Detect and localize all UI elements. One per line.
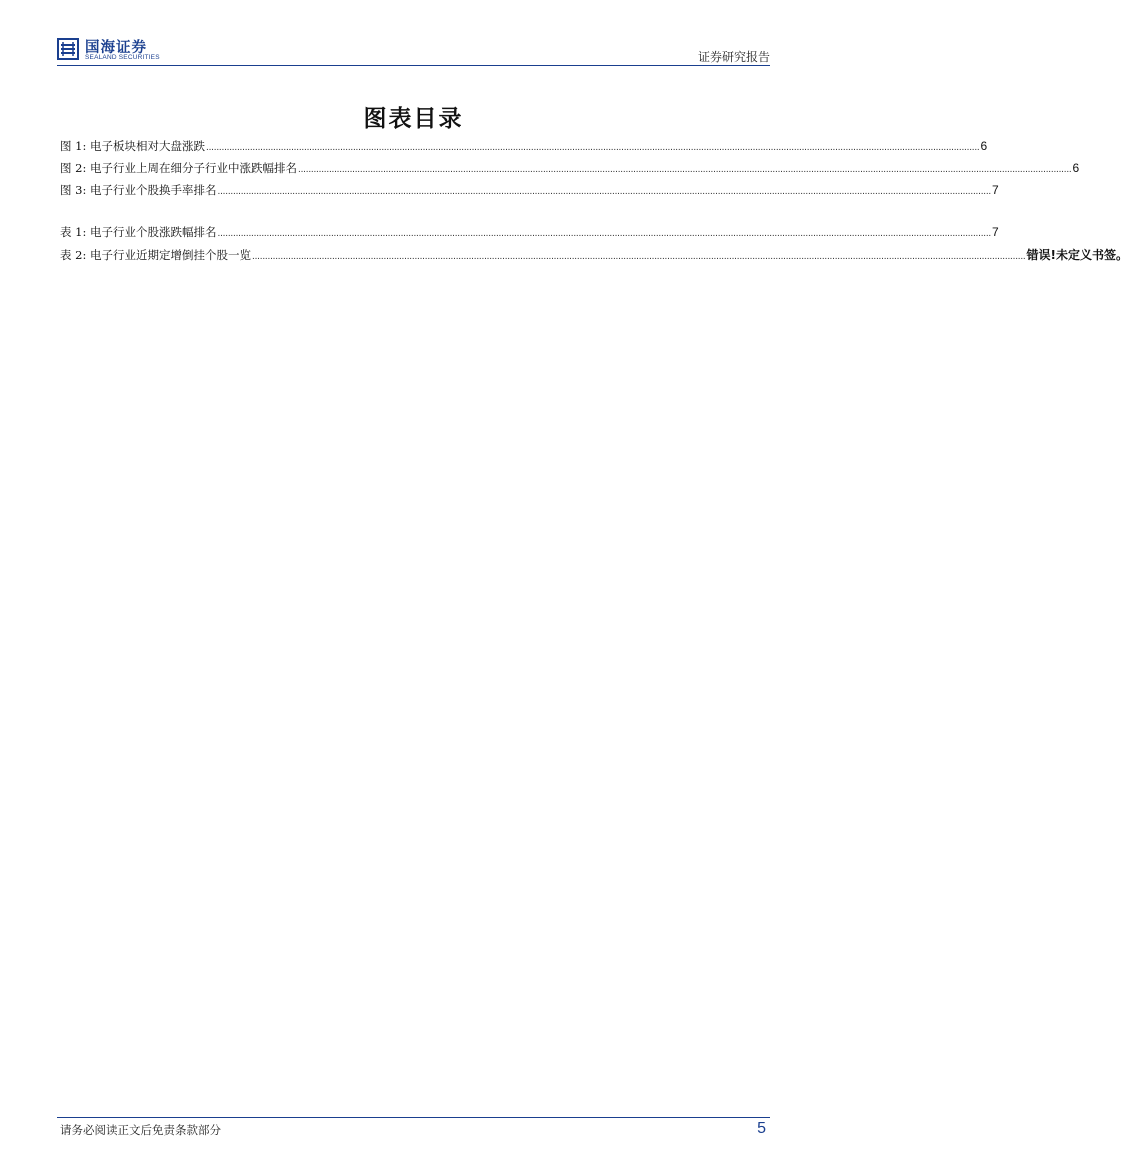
sealand-logo-icon <box>57 38 79 60</box>
toc-entry-page: 7 <box>992 225 999 239</box>
toc-entry[interactable] <box>60 138 988 154</box>
footer-disclaimer: 请务必阅读正文后免责条款部分 <box>60 1123 221 1137</box>
toc-entry-label: 表 1: 电子行业个股涨跌幅排名 <box>60 225 217 239</box>
document-type-label: 证券研究报告 <box>697 50 770 64</box>
toc-entry[interactable] <box>60 246 1128 262</box>
toc-entry-page-error: 错误!未定义书签。 <box>1026 248 1128 262</box>
footer-divider <box>57 1117 770 1118</box>
toc-leader-dots: ............................................................................................................................................................................................................................................................................................................ <box>298 164 1072 175</box>
toc-entry-page: 7 <box>992 183 999 197</box>
page-number: 5 <box>757 1120 766 1137</box>
toc-entry[interactable] <box>60 224 999 240</box>
page-title: 图表目录 <box>363 106 464 132</box>
logo-chinese-name: 国海证券 <box>85 40 147 56</box>
toc-entry-label: 图 3: 电子行业个股换手率排名 <box>60 183 217 197</box>
toc-entry-page: 6 <box>980 139 988 153</box>
toc-leader-dots: ............................................................................................................................................................................................................................................................................................................ <box>217 186 992 197</box>
toc-entry[interactable] <box>60 182 999 198</box>
page-header <box>57 36 770 64</box>
toc-entry[interactable] <box>60 160 1080 176</box>
logo-english-name: SEALAND SECURITIES <box>85 54 160 61</box>
toc-leader-dots: ............................................................................................................................................................................................................................................................................................................ <box>206 142 980 153</box>
toc-entry-label: 图 1: 电子板块相对大盘涨跌 <box>60 139 206 153</box>
toc-leader-dots: ............................................................................................................................................................................................................................................................................................................ <box>217 228 992 239</box>
header-divider <box>57 65 770 66</box>
toc-entry-page: 6 <box>1072 161 1080 175</box>
toc-leader-dots: ............................................................................................................................................................................................................................................................................................................ <box>252 251 1026 262</box>
toc-entry-label: 图 2: 电子行业上周在细分子行业中涨跌幅排名 <box>60 161 297 175</box>
toc-entry-label: 表 2: 电子行业近期定增倒挂个股一览 <box>60 248 252 262</box>
